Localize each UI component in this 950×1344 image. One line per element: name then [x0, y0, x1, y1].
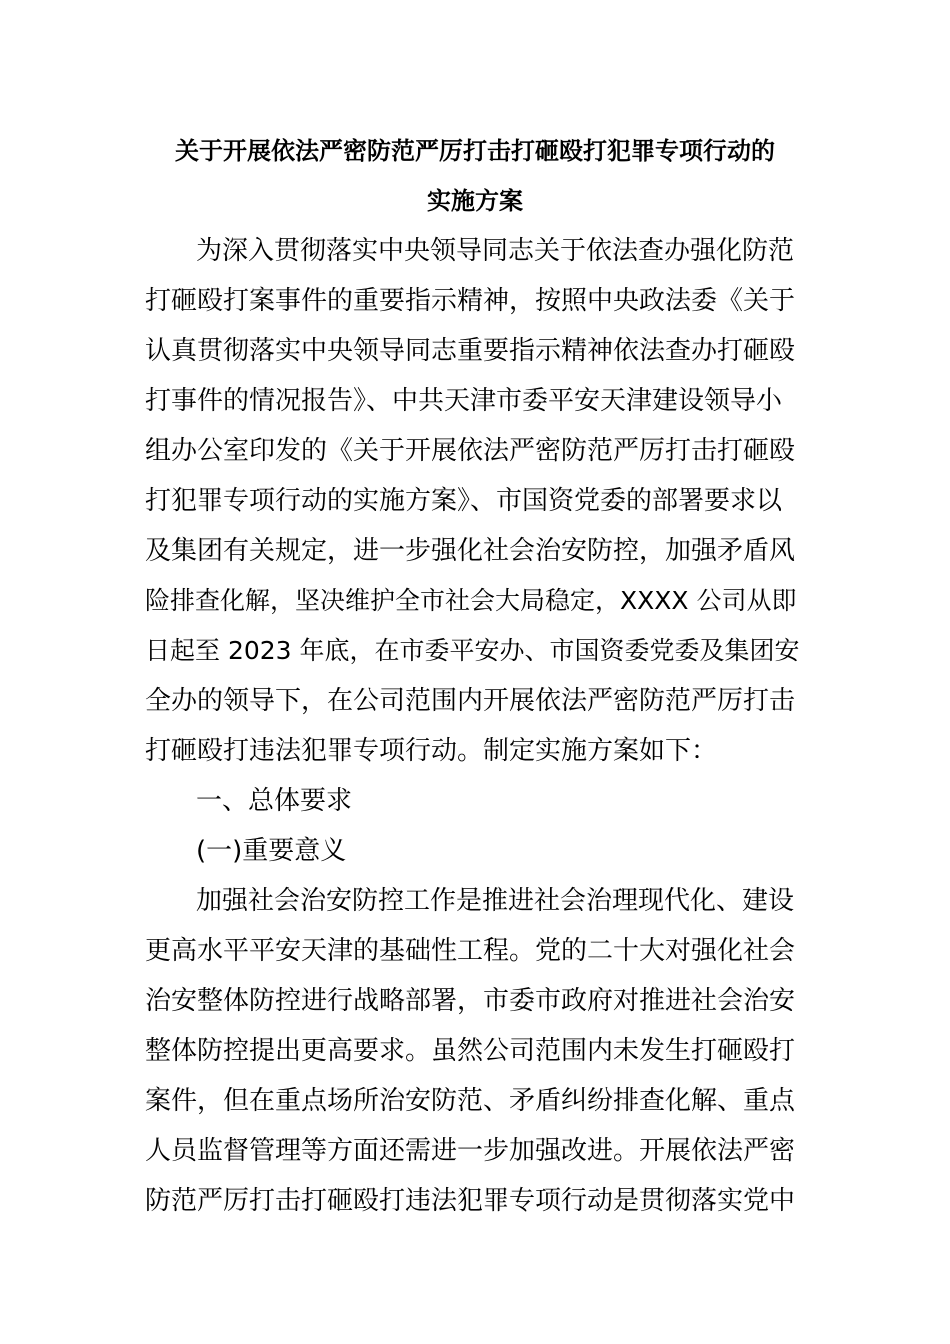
- document-title-line-1: 关于开展依法严密防范严厉打击打砸殴打犯罪专项行动的: [175, 137, 775, 165]
- section-heading: 一、总体要求: [196, 786, 353, 816]
- paragraph-line: 组办公室印发的《关于开展依法严密防范严厉打击打砸殴: [145, 436, 796, 466]
- paragraph-line: 打砸殴打案事件的重要指示精神，按照中央政法委《关于: [145, 286, 796, 316]
- paragraph-line: 险排查化解，坚决维护全市社会大局稳定，XXXX 公司从即: [145, 586, 797, 615]
- subsection-heading: (一)重要意义: [196, 836, 347, 866]
- paragraph-line: 人员监督管理等方面还需进一步加强改进。开展依法严密: [145, 1136, 796, 1166]
- paragraph-line: 为深入贯彻落实中央领导同志关于依法查办强化防范: [196, 236, 795, 266]
- paragraph-line: 整体防控提出更高要求。虽然公司范围内未发生打砸殴打: [145, 1036, 796, 1066]
- paragraph-line: 及集团有关规定，进一步强化社会治安防控，加强矛盾风: [145, 536, 796, 566]
- paragraph-line: 打砸殴打违法犯罪专项行动。制定实施方案如下：: [145, 736, 718, 766]
- paragraph-line: 加强社会治安防控工作是推进社会治理现代化、建设: [196, 886, 795, 916]
- paragraph-line: 日起至 2023 年底，在市委平安办、市国资委党委及集团安: [145, 636, 800, 665]
- paragraph-line: 打犯罪专项行动的实施方案》、市国资党委的部署要求以: [145, 486, 783, 516]
- paragraph-line: 更高水平平安天津的基础性工程。党的二十大对强化社会: [145, 936, 796, 966]
- paragraph-line: 案件，但在重点场所治安防范、矛盾纠纷排查化解、重点: [145, 1086, 796, 1116]
- paragraph-line: 认真贯彻落实中央领导同志重要指示精神依法查办打砸殴: [145, 336, 796, 366]
- paragraph-line: 治安整体防控进行战略部署，市委市政府对推进社会治安: [145, 986, 796, 1016]
- paragraph-line: 防范严厉打击打砸殴打违法犯罪专项行动是贯彻落实党中: [145, 1186, 796, 1216]
- paragraph-line: 全办的领导下，在公司范围内开展依法严密防范严厉打击: [145, 686, 796, 716]
- document-title-line-2: 实施方案: [427, 187, 523, 215]
- paragraph-line: 打事件的情况报告》、中共天津市委平安天津建设领导小: [145, 386, 783, 416]
